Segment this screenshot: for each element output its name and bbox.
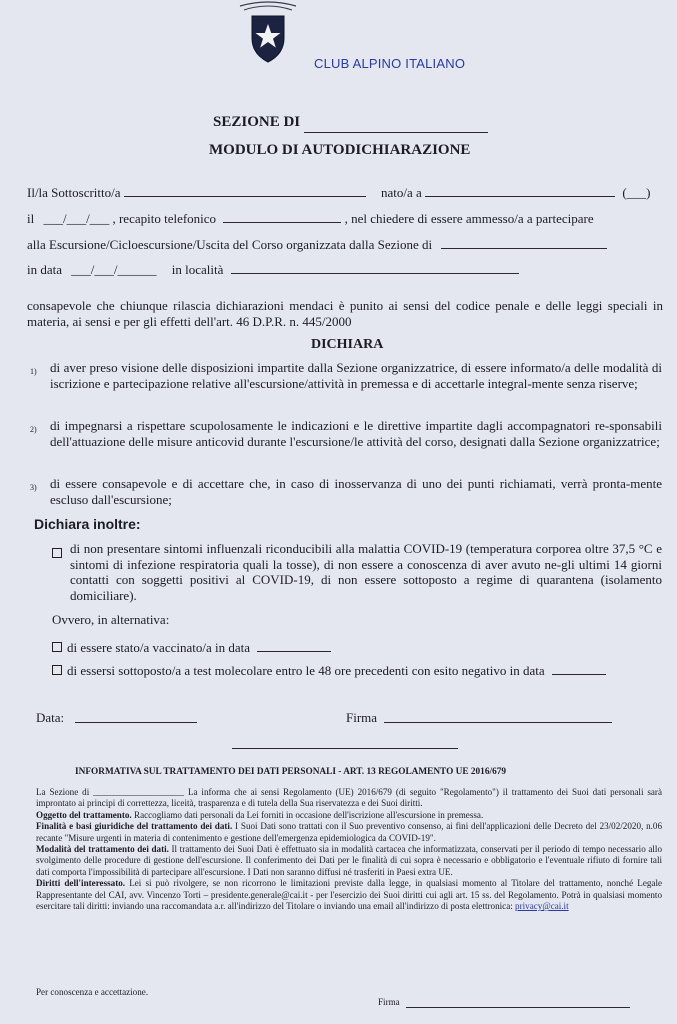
checkbox-icon[interactable] (52, 665, 62, 675)
privacy-signature-line[interactable] (406, 1007, 630, 1008)
cai-logo-icon (236, 0, 300, 64)
privacy-intro: La Sezione di ____________________ La informa che ai sensi Regolamento (UE) 2016/679 (di seguito "Regolamento") il trattamento dei Suoi dati personali sarà improntato ai principi di correttezza, liceità, trasparenza e di tutela della Sua riservatezza e dei Suoi diritti. (36, 787, 662, 809)
privacy-purpose-heading: Finalità e basi giuridiche del trattamento dei dati. (36, 821, 233, 832)
vaccination-date-line[interactable] (257, 639, 331, 652)
declaration-number: 2) (30, 425, 37, 434)
birthplace-line[interactable] (425, 184, 615, 197)
privacy-notice (36, 787, 662, 912)
sign-date-line[interactable] (75, 722, 197, 723)
privacy-signature-label: Firma (378, 997, 400, 1007)
declaration-number: 3) (30, 483, 37, 492)
checkbox-icon[interactable] (52, 545, 67, 563)
privacy-method (36, 844, 662, 878)
section-label: SEZIONE DI (213, 114, 301, 130)
excursion-date-blank[interactable]: ___/___/______ (71, 262, 157, 277)
signature-line[interactable] (384, 722, 612, 723)
also-declares-title: Dichiara inoltre: (34, 516, 141, 532)
organizing-section-line[interactable] (441, 236, 607, 249)
intro-paragraph: consapevole che chiunque rilascia dichiarazioni mendaci è punito ai sensi del codice penale e delle leggi speciali in materia, ai sensi e per gli effetti dell'art. 46 D.P.R. n. 445/2000 (27, 298, 663, 329)
born-label: nato/a a (381, 185, 422, 200)
privacy-object-text: Raccogliamo dati personali da Lei forniti in occasione dell'iscrizione all'escursione in premessa. (134, 809, 484, 820)
also-declares-item: di non presentare sintomi influenzali riconducibili alla malattia COVID-19 (temperatura corporea oltre 37,5 °C e sintomi di infezione respiratoria quali la tosse), di non essere a conoscenza di aver avuto ne-gli ultimi 14 giorni contatti con soggetti positivi al COVID-19, di non essere sottoposto a regime di quarantena (isolamento domiciliare). (70, 541, 662, 603)
org-name: CLUB ALPINO ITALIANO (314, 56, 466, 71)
privacy-purpose-text: I Suoi Dati sono trattati con il Suo preventivo consenso, ai fini dell'applicazioni delle Decreto del 23/02/2020, n.06 recante "Misure urgenti in materia di contenimento e gestione dell'emergenza epidemiologica da COVID-19". (36, 821, 662, 843)
section-name-line[interactable] (304, 120, 488, 133)
test-date-line[interactable] (552, 662, 606, 675)
date-label: in data (27, 262, 63, 277)
declaration-item: di aver preso visione delle disposizioni impartite dalla Sezione organizzatrice, di essere informato/a delle modalità di iscrizione e partecipazione relative all'escursione/attività in premessa e di accettarle integral-mente senza riserve; (50, 360, 662, 391)
acknowledgement-text: Per conoscenza e accettazione. (36, 987, 149, 997)
signer-name-line[interactable] (124, 184, 366, 197)
privacy-object-heading: Oggetto del trattamento. (36, 809, 132, 820)
checkbox-icon[interactable] (52, 642, 62, 652)
test-label: di essersi sottoposto/a a test molecolare entro le 48 ore precedenti con esito negativo in data (67, 663, 545, 678)
vaccinated-label: di essere stato/a vaccinato/a in data (67, 640, 251, 655)
privacy-rights-text: Lei si può rivolgere, se non ricorrono le limitazioni previste dalla legge, in qualsiasi momento al Titolare del trattamento, nonché Legale Rappresentante del CAI, avv. Vincenzo Torti – presidente.generale@cai.it - per l'esercizio dei Suoi diritti cui agli art. 15 ss. del Regolamento. Potrà in qualsiasi momento esercitare tali diritti: inviando una raccomandata a.r. all'indirizzo del Titolare o inviando una email all'indirizzo di posta elettronica: (36, 878, 663, 912)
form-title: MODULO DI AUTODICHIARAZIONE (209, 142, 471, 158)
privacy-rights-heading: Diritti dell'interessato. (36, 878, 126, 889)
declaration-item: di essere consapevole e di accettare che, in caso di inosservanza di uno dei punti richiamati, verrà pronta-mente escluso dall'escursione; (50, 476, 662, 507)
privacy-method-text: Il trattamento dei Suoi Dati è effettuato sia in modalità cartacea che informatizzata, conservati per il periodo di tempo necessario allo svolgimento delle procedure di gestione dell'escursione. Il conferimento dei Dati per le finalità di cui sopra è necessario e obbligatorio e l'eventuale rifiuto di fornire tali dati comporta l'impossibilità di partecipare all'escursione. I Dati non saranno diffusi né trasferiti in Paesi extra UE. (36, 844, 662, 877)
privacy-method-heading: Modalità del trattamento dei dati. (36, 844, 169, 855)
privacy-title: INFORMATIVA SUL TRATTAMENTO DEI DATI PERSONALI - ART. 13 REGOLAMENTO UE 2016/679 (75, 767, 507, 777)
excursion-row (27, 236, 607, 253)
alternative-label: Ovvero, in alternativa: (52, 612, 170, 627)
il-label: il (27, 211, 35, 226)
declaration-item: di impegnarsi a rispettare scupolosamente le indicazioni e le direttive impartite dagli accompagnatori re-sponsabili dell'attuazione delle misure anticovid durante l'escursione/le attività del corso, designati dalla Sezione organizzatrice; (50, 418, 662, 449)
excursion-text: alla Escursione/Cicloescursione/Uscita del Corso organizzata dalla Sezione di (27, 237, 433, 252)
location-label: in località (171, 262, 224, 277)
privacy-rights (36, 878, 662, 912)
privacy-purpose (36, 821, 662, 844)
signature-label: Firma (346, 710, 378, 725)
declaration-number: 1) (30, 367, 37, 376)
signer-label: Il/la Sottoscritto/a (27, 185, 121, 200)
signer-row (27, 184, 650, 201)
birthdate-blank[interactable]: ___/___/___ (43, 211, 110, 226)
declares-title: DICHIARA (311, 337, 384, 352)
birthdate-row (27, 210, 594, 227)
privacy-email-link[interactable]: privacy@cai.it (515, 901, 569, 912)
vaccinated-row (52, 639, 331, 656)
sign-date-label: Data: (36, 710, 65, 725)
request-text: , nel chiedere di essere ammesso/a a partecipare (344, 211, 594, 226)
phone-line[interactable] (223, 210, 341, 223)
phone-label: , recapito telefonico (112, 211, 217, 226)
privacy-object (36, 810, 662, 821)
test-row (52, 662, 606, 679)
date-location-row (27, 261, 519, 278)
separator-line (232, 748, 458, 749)
location-line[interactable] (231, 261, 519, 274)
province-blank[interactable]: (___) (622, 185, 651, 200)
